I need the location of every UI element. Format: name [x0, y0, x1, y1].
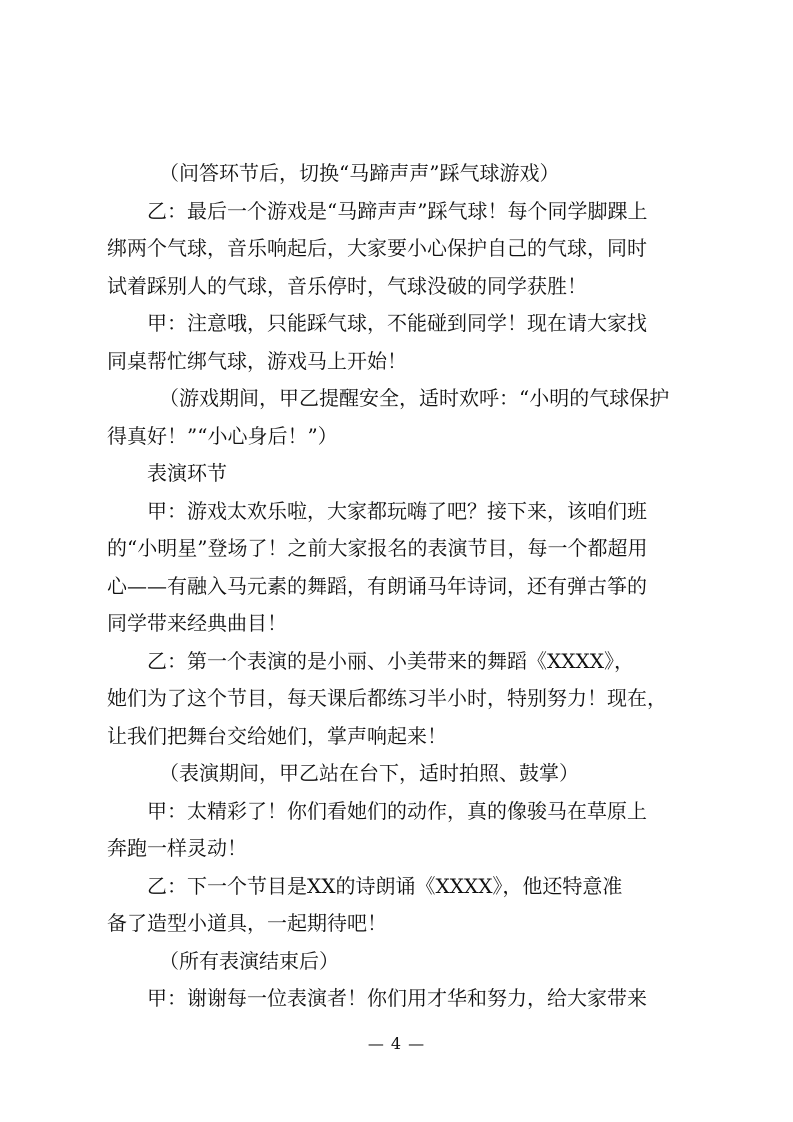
- text-line-content: （游戏期间，甲乙提醒安全，适时欢呼：“小明的气球保护: [159, 386, 670, 410]
- text-line-content: 绑两个气球，音乐响起后，大家要小心保护自己的气球，同时: [107, 236, 647, 260]
- text-line-content: （所有表演结束后）: [159, 948, 339, 973]
- text-line-content: （问答环节后，切换“马蹄声声”踩气球游戏）: [159, 161, 560, 185]
- text-line-content: 同桌帮忙绑气球，游戏马上开始！: [107, 348, 407, 373]
- text-line: [107, 943, 687, 981]
- text-line: [107, 493, 687, 531]
- text-line: [107, 305, 687, 343]
- text-line: [107, 530, 687, 568]
- text-line: [107, 380, 687, 418]
- text-line: [107, 418, 687, 456]
- text-line-content: （表演期间，甲乙站在台下，适时拍照、鼓掌）: [159, 761, 579, 785]
- section-heading: [107, 455, 687, 493]
- text-line-content: 备了造型小道具，一起期待吧！: [107, 911, 387, 935]
- text-line-content: 让我们把舞台交给她们，掌声响起来！: [107, 723, 447, 748]
- text-line-content: 同学带来经典曲目！: [107, 611, 287, 635]
- section-heading-text: 表演环节: [147, 461, 227, 485]
- text-line-content: 甲：游戏太欢乐啦，大家都玩嗨了吧？接下来，该咱们班: [147, 498, 647, 523]
- text-line-content: 乙：最后一个游戏是“马蹄声声”踩气球！每个同学脚踝上: [147, 198, 648, 223]
- text-line: [107, 268, 687, 306]
- text-line-content: 试着踩别人的气球，音乐停时，气球没破的同学获胜！: [107, 273, 587, 298]
- text-line-content: 甲：谢谢每一位表演者！你们用才华和努力，给大家带来: [147, 986, 647, 1010]
- text-line: [107, 193, 687, 231]
- text-line: [107, 568, 687, 606]
- page-number: — 4 —: [367, 1034, 426, 1053]
- text-line-content: 的“小明星”登场了！之前大家报名的表演节目，每一个都超用: [107, 536, 648, 560]
- text-line-content: 甲：太精彩了！你们看她们的动作，真的像骏马在草原上: [147, 798, 647, 823]
- text-line-content: 心——有融入马元素的舞蹈，有朗诵马年诗词，还有弹古筝的: [107, 573, 647, 598]
- text-line: [107, 680, 687, 718]
- text-line: [107, 155, 687, 193]
- text-line-content: 乙：下一个节目是XX的诗朗诵《XXXX》，他还特意准: [147, 873, 623, 898]
- text-line: [107, 980, 687, 1018]
- text-line: [107, 230, 687, 268]
- text-line-content: 奔跑一样灵动！: [107, 836, 247, 860]
- text-line-content: 得真好！”“小心身后！”）: [107, 423, 338, 448]
- text-line: [107, 755, 687, 793]
- text-line: [107, 868, 687, 906]
- text-line: [107, 905, 687, 943]
- text-line: [107, 718, 687, 756]
- text-line: [107, 830, 687, 868]
- document-body: [107, 155, 687, 1018]
- text-line-content: 她们为了这个节目，每天课后都练习半小时，特别努力！现在，: [107, 686, 667, 710]
- text-line: [107, 343, 687, 381]
- text-line-content: 甲：注意哦，只能踩气球，不能碰到同学！现在请大家找: [147, 311, 647, 335]
- text-line-content: 乙：第一个表演的是小丽、小美带来的舞蹈《XXXX》，: [147, 648, 634, 673]
- text-line: [107, 605, 687, 643]
- text-line: [107, 793, 687, 831]
- text-line: [107, 643, 687, 681]
